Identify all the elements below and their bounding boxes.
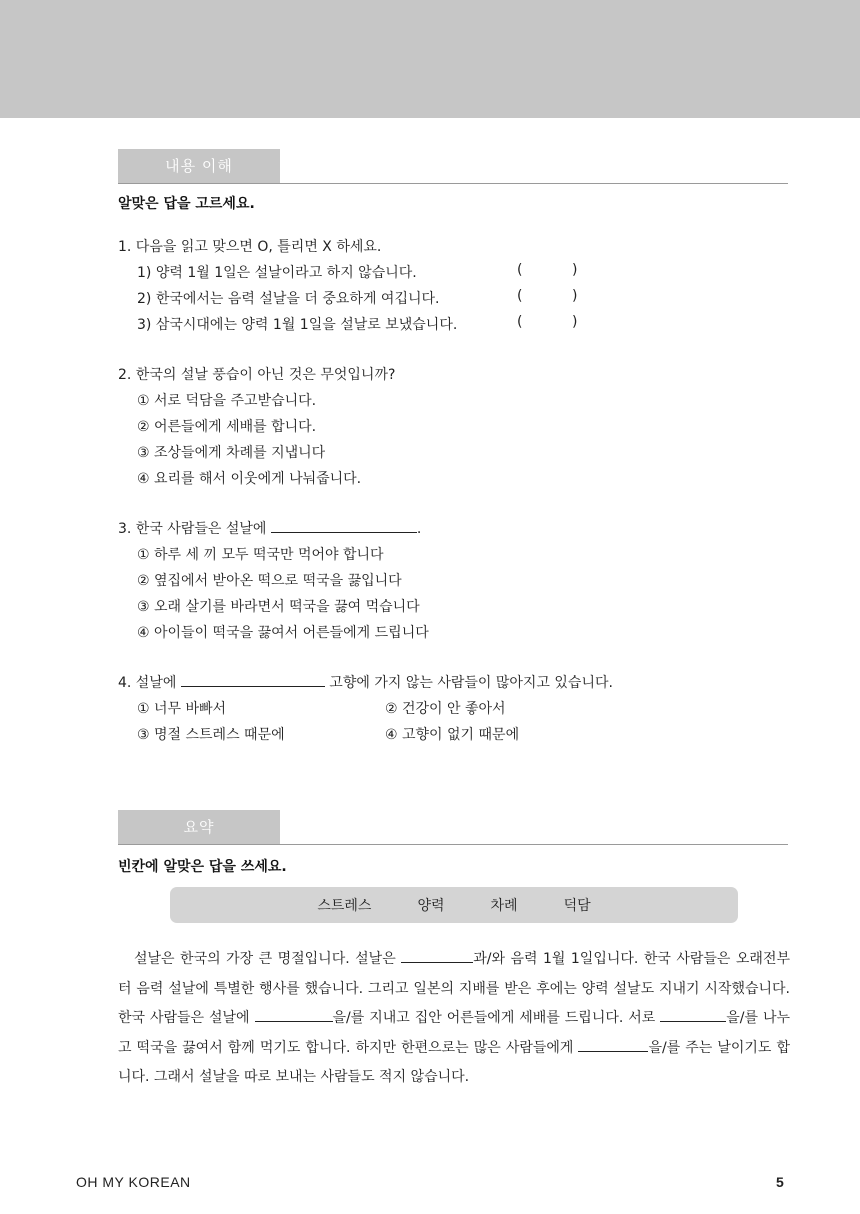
question-4-stem: [118, 672, 613, 692]
question-4-option: ② 건강이 안 좋아서: [385, 701, 506, 717]
instruction: 알맞은 답을 고르세요.: [118, 196, 255, 212]
paragraph-text: 과/와 음력 1월 1일입니다. 한국 사람들은 오래전부터 음력 설날에 특별한 행사를 했습니다. 그리고 일본의 지배를 받은 후에는 양력 설날도 지내기 시작했습니다. 한국 사람들은 설날에: [118, 951, 791, 1026]
page-number: 5: [776, 1174, 784, 1190]
section-header-comprehension: [118, 149, 788, 184]
question-4-stem-after: 고향에 가지 않는 사람들이 많아지고 있습니다.: [329, 675, 613, 691]
question-4-option: ③ 명절 스트레스 때문에: [137, 727, 285, 743]
question-4-option: ④ 고향이 없기 때문에: [385, 727, 520, 743]
question-4-option: ① 너무 바빠서: [137, 701, 227, 717]
answer-paren-open: (: [517, 288, 523, 304]
word-bank-item: 덕담: [563, 898, 591, 914]
answer-paren-close: ): [572, 314, 578, 330]
answer-paren-open: (: [517, 314, 523, 330]
section-title: 요약: [118, 810, 280, 844]
answer-paren-open: (: [517, 262, 523, 278]
question-3-option: ② 옆집에서 받아온 떡으로 떡국을 끓입니다: [137, 573, 402, 589]
question-2-option: ③ 조상들에게 차례를 지냅니다: [137, 445, 326, 461]
word-bank-item: 양력: [417, 898, 445, 914]
question-2-option: ① 서로 덕담을 주고받습니다.: [137, 393, 317, 409]
answer-blank[interactable]: [255, 1007, 333, 1022]
question-2-option: ④ 요리를 해서 이웃에게 나눠줍니다.: [137, 471, 362, 487]
word-bank-item: 차례: [490, 898, 518, 914]
answer-blank[interactable]: [181, 672, 325, 687]
question-3-stem-after: .: [416, 521, 422, 537]
question-3-stem-before: 3. 한국 사람들은 설날에: [118, 521, 267, 537]
question-3-option: ④ 아이들이 떡국을 끓여서 어른들에게 드립니다: [137, 625, 429, 641]
answer-blank[interactable]: [271, 518, 417, 533]
answer-paren-close: ): [572, 262, 578, 278]
header-band: [0, 0, 860, 118]
paragraph-text: 을/를 나누고 떡국을 끓여서 함께 먹기도 합니다. 하지만 한편으로는 많은 사람들에게: [118, 1010, 790, 1056]
question-1-item: 1) 양력 1월 1일은 설날이라고 하지 않습니다.: [137, 265, 417, 281]
question-3-option: ① 하루 세 끼 모두 떡국만 먹어야 합니다: [137, 547, 384, 563]
question-1-item: 2) 한국에서는 음력 설날을 더 중요하게 여깁니다.: [137, 291, 440, 307]
section-header-summary: [118, 810, 788, 845]
answer-paren-close: ): [572, 288, 578, 304]
word-bank: [170, 887, 738, 923]
answer-blank[interactable]: [660, 1007, 726, 1022]
footer-brand: OH MY KOREAN: [76, 1174, 191, 1190]
paragraph-text: 을/를 지내고 집안 어른들에게 세배를 드립니다. 서로: [332, 1010, 661, 1026]
question-2-stem: 2. 한국의 설날 풍습이 아닌 것은 무엇입니까?: [118, 367, 396, 383]
summary-paragraph: [118, 945, 790, 1093]
answer-blank[interactable]: [401, 948, 473, 963]
question-2-option: ② 어른들에게 세배를 합니다.: [137, 419, 317, 435]
paragraph-text: 설날은 한국의 가장 큰 명절입니다. 설날은: [134, 951, 402, 967]
question-3-option: ③ 오래 살기를 바라면서 떡국을 끓여 먹습니다: [137, 599, 420, 615]
question-1-stem: 1. 다음을 읽고 맞으면 O, 틀리면 X 하세요.: [118, 239, 382, 255]
question-4-stem-before: 4. 설날에: [118, 675, 177, 691]
question-3-stem: [118, 518, 421, 538]
word-bank-item: 스트레스: [317, 898, 372, 914]
paragraph-text: 을/를 주는 날이기도 합니다. 그래서 설날을 따로 보내는 사람들도 적지 않습니다.: [118, 1039, 790, 1085]
question-1-item: 3) 삼국시대에는 양력 1월 1일을 설날로 보냈습니다.: [137, 317, 458, 333]
instruction: 빈칸에 알맞은 답을 쓰세요.: [118, 859, 287, 875]
answer-blank[interactable]: [578, 1037, 648, 1052]
section-title: 내용 이해: [118, 149, 280, 183]
